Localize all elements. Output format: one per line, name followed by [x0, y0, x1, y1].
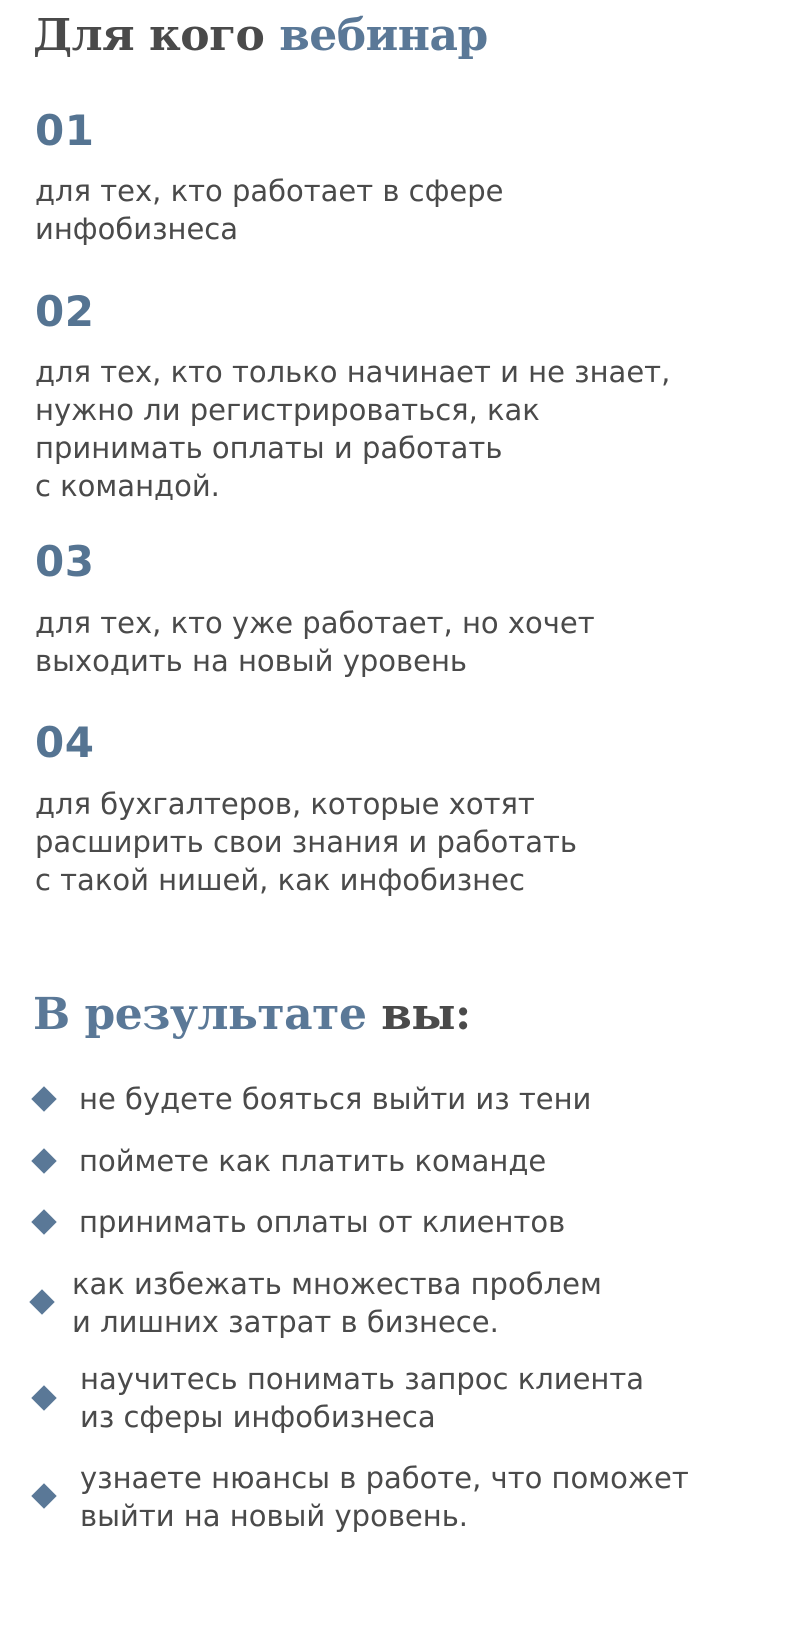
item-description: для бухгалтеров, которые хотят расширить свои знания и работать с такой нишей, как инфобизнес: [35, 787, 577, 897]
diamond-icon: [29, 1289, 54, 1314]
item-number: 04: [35, 718, 95, 767]
item-number: 02: [35, 287, 95, 336]
title-part-accent: В результате: [33, 989, 367, 1040]
item-description: для тех, кто уже работает, но хочет выходить на новый уровень: [35, 606, 595, 678]
title-part-accent: вебинар: [279, 10, 488, 61]
item-number: 03: [35, 537, 95, 586]
title-part-dark: вы:: [381, 989, 471, 1040]
result-text: не будете бояться выйти из тени: [79, 1082, 592, 1116]
diamond-icon: [31, 1086, 56, 1111]
result-text: поймете как платить команде: [79, 1144, 547, 1178]
result-text: принимать оплаты от клиентов: [79, 1205, 566, 1239]
diamond-icon: [31, 1148, 56, 1173]
item-description: для тех, кто только начинает и не знает, нужно ли регистрироваться, как принимать оплаты и работать с командой.: [35, 355, 671, 503]
result-text: узнаете нюансы в работе, что поможет выйти на новый уровень.: [80, 1461, 689, 1533]
diamond-icon: [31, 1385, 56, 1410]
section-title-audience: [33, 10, 488, 61]
result-text: как избежать множества проблем и лишних затрат в бизнесе.: [72, 1267, 602, 1339]
diamond-icon: [31, 1209, 56, 1234]
section-title-results: [33, 989, 471, 1040]
item-number: 01: [35, 106, 95, 155]
item-description: для тех, кто работает в сфере инфобизнеса: [35, 174, 504, 246]
diamond-icon: [31, 1483, 56, 1508]
result-text: научитесь понимать запрос клиента из сферы инфобизнеса: [80, 1362, 645, 1434]
title-part-dark: Для кого: [33, 10, 265, 61]
